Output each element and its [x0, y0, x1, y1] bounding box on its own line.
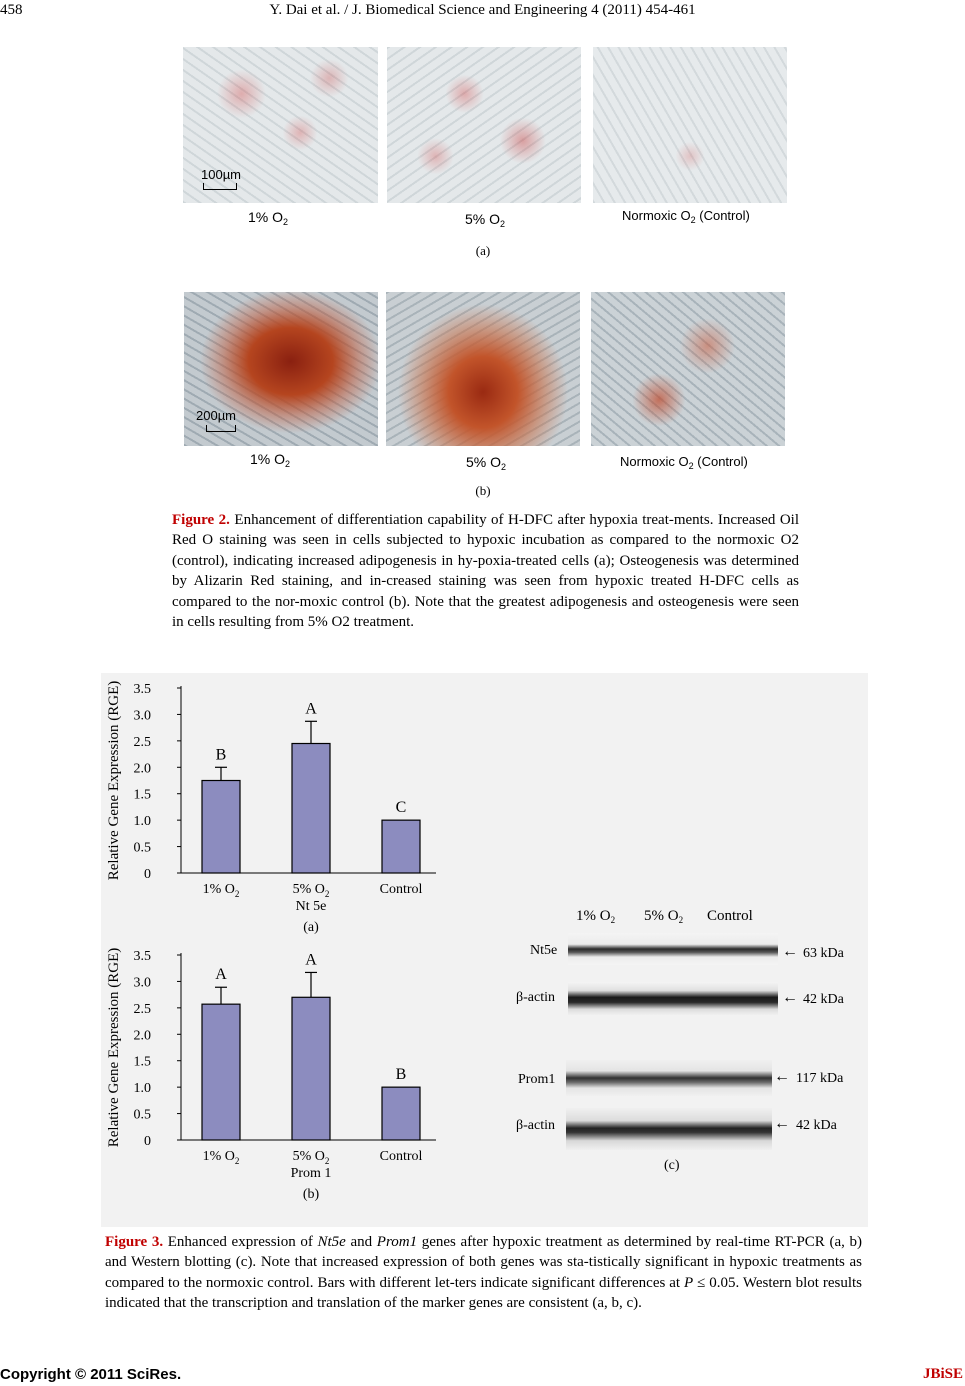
category-label-text: 5% O [292, 882, 325, 897]
subscript: 2 [285, 459, 291, 469]
y-tick-label: 1.0 [133, 814, 151, 830]
page-number: 458 [0, 2, 23, 18]
gene-name: Nt5e [317, 1234, 346, 1250]
subscript: 2 [234, 889, 240, 899]
blot-col-control: Control [707, 908, 753, 924]
micrograph-b-5pct [386, 292, 580, 446]
running-title: Y. Dai et al. / J. Biomedical Science and Engineering 4 (2011) 454-461 [269, 2, 696, 18]
subscript: 2 [501, 462, 507, 472]
significance-letter: A [215, 966, 227, 984]
scale-bar [206, 425, 236, 432]
category-label [293, 1149, 330, 1166]
arrow-icon: ← [774, 1068, 790, 1085]
panel-label: (b) [302, 1187, 320, 1202]
y-tick-label: 1.0 [133, 1081, 151, 1097]
caption-text: genes after hypoxic treatment as determined by real-time RT-PCR (a, b) and Western blotting (c). Note that increased expression of both genes was sta-tistically significant in hypoxic treatments as compared to the normoxic control. Bars with different let-ters indicate significant differences at [105, 1234, 862, 1291]
bar [382, 1087, 420, 1140]
subscript: 2 [610, 915, 616, 925]
y-axis-label: Relative Gene Expression (RGE) [106, 947, 122, 1148]
subscript: 2 [283, 217, 289, 227]
y-tick-label: 2.0 [133, 1028, 151, 1044]
label-a-control [622, 208, 750, 225]
label-b-control [620, 454, 748, 471]
subscript: 2 [234, 1156, 240, 1166]
x-axis-label: Nt 5e [295, 899, 327, 914]
subscript: 2 [324, 889, 330, 899]
category-label [203, 1149, 240, 1166]
micrograph-a-1pct [183, 47, 378, 203]
blot-size: 42 kDa [796, 1118, 837, 1133]
label-a-1pct [248, 209, 288, 227]
label-a-5pct [465, 211, 505, 229]
y-tick-label: 1.5 [133, 1054, 151, 1070]
y-tick-label: 3.5 [133, 682, 151, 697]
label-a-5pct-text: 5% O [465, 211, 501, 227]
arrow-icon: ← [774, 1115, 790, 1132]
category-label-text: 1% O [202, 1149, 235, 1164]
chart-prom1 [101, 942, 441, 1210]
category-label: Control [379, 882, 423, 897]
panel-label-fig2a: (a) [475, 243, 491, 258]
y-tick-label: 2.5 [133, 1001, 151, 1017]
caption-text: ≤ 0.05. Western blot results indicated that the transcription and translation of the marker genes are consistent (a, b, c). [105, 1274, 862, 1312]
blot-row-label: β-actin [516, 1118, 555, 1133]
x-axis-label: Prom 1 [290, 1166, 332, 1181]
running-header [0, 2, 965, 24]
bar [202, 781, 240, 874]
subscript: 2 [324, 1156, 330, 1166]
category-label-text: 5% O [292, 1149, 325, 1164]
chart-nt5e [101, 675, 441, 937]
blot-row-label: Nt5e [530, 943, 558, 958]
panel-label-fig3c: (c) [664, 1158, 680, 1173]
subscript: 2 [500, 219, 506, 229]
blot-band-actin [568, 982, 778, 1016]
category-label: Control [379, 1149, 423, 1164]
figure2-label: Figure 2. [172, 512, 230, 528]
blot-band-nt5e [568, 933, 778, 965]
y-tick-label: 3.5 [133, 949, 151, 964]
blot-row-label: Prom1 [518, 1072, 556, 1087]
y-tick-label: 0.5 [133, 840, 151, 856]
y-tick-label: 2.5 [133, 734, 151, 750]
y-tick-label: 3.0 [133, 975, 151, 991]
y-tick-label: 3.0 [133, 708, 151, 724]
significance-letter: A [305, 700, 317, 718]
arrow-icon: ← [782, 943, 798, 960]
panel-label-fig2b: (b) [475, 483, 491, 498]
blot-band-prom1 [566, 1060, 772, 1096]
significance-letter: C [395, 799, 407, 817]
blot-col-5pct [644, 908, 683, 925]
blot-col-5pct-text: 5% O [644, 908, 679, 924]
label-a-1pct-text: 1% O [248, 209, 284, 225]
category-label [293, 882, 330, 899]
y-tick-label: 1.5 [133, 787, 151, 803]
micrograph-a-control [593, 47, 787, 203]
bar [382, 820, 420, 873]
blot-col-1pct-text: 1% O [576, 908, 611, 924]
blot-row-label: β-actin [516, 990, 555, 1005]
caption-text: Enhanced expression of [163, 1234, 318, 1250]
blot-col-1pct [576, 908, 615, 925]
label-b-1pct [250, 451, 290, 469]
y-tick-label: 0 [144, 867, 151, 882]
blot-size: 42 kDa [803, 992, 844, 1007]
scale-bar-label: 100µm [201, 167, 242, 182]
micrograph-b-control [591, 292, 785, 446]
category-label [203, 882, 240, 899]
y-axis-label: Relative Gene Expression (RGE) [106, 680, 122, 881]
blot-size: 63 kDa [803, 946, 844, 961]
category-label-text: 1% O [202, 882, 235, 897]
significance-letter: B [215, 746, 227, 764]
figure3-label: Figure 3. [105, 1234, 164, 1250]
copyright: Copyright © 2011 SciRes. [0, 1366, 182, 1383]
figure3-caption [105, 1232, 862, 1314]
micrograph-b-1pct [184, 292, 378, 446]
label-b-5pct-text: 5% O [466, 454, 502, 470]
bar [292, 997, 330, 1140]
micrograph-a-5pct [387, 47, 581, 203]
blot-band-actin [566, 1108, 772, 1150]
label-b-control-text: Normoxic O [620, 454, 689, 469]
caption-text: and [345, 1234, 377, 1250]
panel-label: (a) [303, 920, 319, 935]
journal-name: JBiSE [922, 1366, 963, 1382]
y-tick-label: 0.5 [133, 1107, 151, 1123]
subscript: 2 [688, 461, 694, 471]
blot-size: 117 kDa [796, 1071, 844, 1086]
page-footer [0, 1366, 965, 1384]
y-tick-label: 2.0 [133, 761, 151, 777]
figure2-caption-text: Enhancement of differentiation capability of H-DFC after hypoxia treat-ments. Increased Oil Red O staining was seen in cells subjected to hypoxic incubation as compared to the normoxic O2 (control), indicating increased adipogenesis in hy-poxia-treated cells (a); Osteogenesis was determined by Alizarin Red staining, and in-creased staining was seen from hypoxic treated H-DFC cells as compared to the nor-moxic control (b). Note that the greatest adipogenesis and osteogenesis were seen in cells resulting from 5% O2 treatment. [172, 512, 799, 631]
bar [202, 1004, 240, 1140]
label-b-1pct-text: 1% O [250, 451, 286, 467]
subscript: 2 [678, 915, 684, 925]
western-blot [496, 900, 862, 1185]
significance-letter: B [395, 1066, 407, 1084]
subscript: 2 [690, 215, 696, 225]
y-tick-label: 0 [144, 1134, 151, 1149]
arrow-icon: ← [782, 989, 798, 1006]
label-b-5pct [466, 454, 506, 472]
control-suffix: (Control) [695, 208, 750, 223]
significance-letter: A [305, 951, 317, 969]
scale-bar [203, 183, 237, 190]
figure2-caption [172, 510, 799, 632]
gene-name: Prom1 [376, 1234, 418, 1250]
control-suffix: (Control) [693, 454, 748, 469]
p-value-symbol: P [683, 1274, 694, 1291]
scale-bar-label: 200µm [196, 408, 237, 423]
bar [292, 744, 330, 874]
label-a-control-text: Normoxic O [622, 208, 691, 223]
